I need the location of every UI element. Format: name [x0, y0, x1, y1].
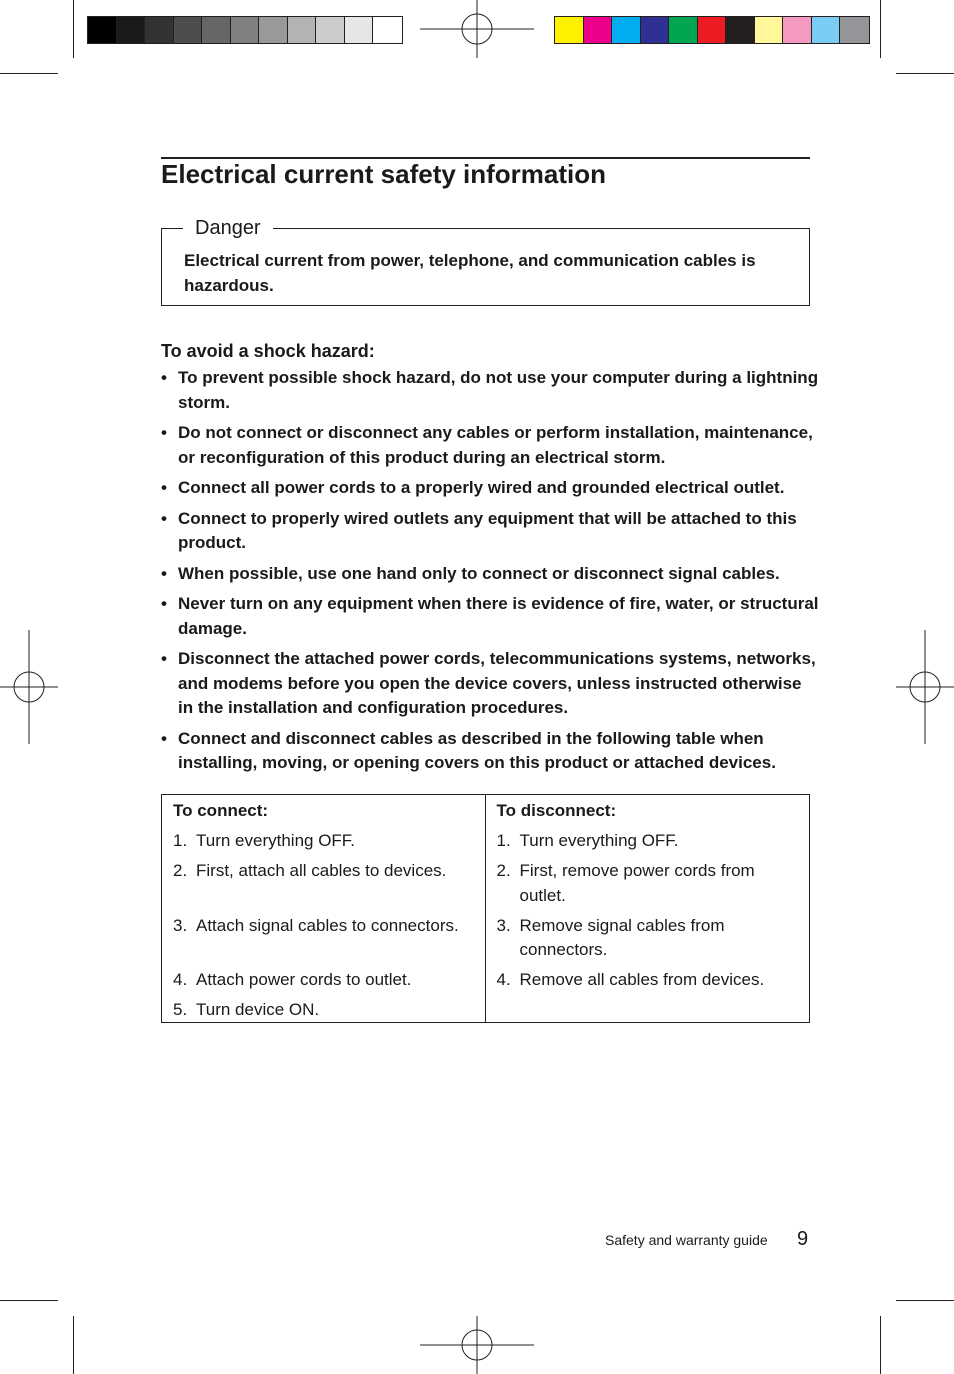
- step-number: 1.: [496, 831, 511, 850]
- list-item: [161, 647, 821, 721]
- step-text: Attach signal cables to connectors.: [196, 915, 459, 935]
- step-text: Remove signal cables from connectors.: [519, 915, 725, 959]
- registration-mark-top: [420, 0, 534, 58]
- list-item-text: To prevent possible shock hazard, do not use your computer during a lightning storm.: [178, 368, 819, 412]
- connect-step: [173, 829, 475, 854]
- color-swatch: [783, 17, 812, 43]
- gray-swatch: [174, 17, 203, 43]
- gray-swatch: [373, 17, 402, 43]
- list-item-text: When possible, use one hand only to connect or disconnect signal cables.: [178, 563, 780, 583]
- step-text: Turn everything OFF.: [519, 831, 679, 850]
- gray-swatch: [202, 17, 231, 43]
- bullet-icon: •: [161, 368, 167, 387]
- footer-guide-name: Safety and warranty guide: [605, 1232, 768, 1248]
- list-item: [161, 727, 821, 776]
- step-text: Turn device ON.: [196, 1000, 320, 1019]
- gray-swatch: [259, 17, 288, 43]
- step-text: Attach power cords to outlet.: [196, 970, 412, 989]
- list-item: [161, 366, 821, 415]
- connect-heading: To connect:: [173, 801, 269, 820]
- bullet-icon: •: [161, 649, 167, 668]
- process-color-bar: [554, 16, 870, 44]
- color-swatch: [584, 17, 613, 43]
- disconnect-column: [486, 795, 810, 1022]
- connect-step: [173, 998, 475, 1023]
- gray-swatch: [288, 17, 317, 43]
- disconnect-step: [497, 829, 800, 854]
- gray-swatch: [88, 17, 117, 43]
- danger-text: Electrical current from power, telephone, and communication cables is hazardous.: [184, 251, 756, 295]
- gray-swatch: [231, 17, 260, 43]
- color-swatch: [812, 17, 841, 43]
- list-item: [161, 507, 821, 556]
- color-swatch: [698, 17, 727, 43]
- connect-step: [173, 859, 475, 908]
- step-text: Remove all cables from devices.: [519, 970, 765, 989]
- step-number: 4.: [496, 970, 511, 989]
- color-swatch: [840, 17, 869, 43]
- list-item: [161, 476, 821, 501]
- list-item-text: Never turn on any equipment when there is evidence of fire, water, or structural damage.: [178, 594, 819, 638]
- list-item-text: Connect to properly wired outlets any equipment that will be attached to this product.: [178, 508, 797, 552]
- color-swatch: [755, 17, 784, 43]
- shock-hazard-heading: To avoid a shock hazard:: [161, 341, 375, 361]
- disconnect-step: [497, 968, 800, 993]
- step-number: 4.: [173, 970, 188, 989]
- list-item: [161, 592, 821, 641]
- step-number: 5.: [173, 1000, 188, 1019]
- connect-column: [162, 795, 486, 1022]
- gray-swatch: [117, 17, 146, 43]
- gray-swatch: [145, 17, 174, 43]
- grayscale-color-bar: [87, 16, 403, 44]
- list-item-text: Disconnect the attached power cords, telecommunications systems, networks, and modems before you open the device covers, unless instructed otherwise in the installation and configuration procedures.: [178, 649, 816, 717]
- bullet-icon: •: [161, 728, 167, 748]
- bullet-icon: •: [161, 508, 167, 528]
- bullet-icon: •: [161, 423, 167, 442]
- gray-swatch: [345, 17, 374, 43]
- connect-disconnect-table: [161, 794, 810, 1023]
- list-item: [161, 421, 821, 470]
- step-number: 3.: [496, 915, 511, 935]
- list-item-text: Connect and disconnect cables as described in the following table when installing, moving, or opening covers on this product or attached devices.: [178, 728, 776, 772]
- connect-step: [173, 914, 475, 963]
- list-item-text: Do not connect or disconnect any cables or perform installation, maintenance, or reconfiguration of this product during an electrical storm.: [178, 423, 813, 467]
- step-text: First, remove power cords from outlet.: [519, 861, 755, 905]
- color-swatch: [726, 17, 755, 43]
- disconnect-step: [497, 914, 800, 963]
- page-title: Electrical current safety information: [161, 159, 607, 189]
- gray-swatch: [316, 17, 345, 43]
- step-number: 2.: [496, 861, 511, 880]
- danger-label: Danger: [183, 216, 273, 240]
- disconnect-heading: To disconnect:: [496, 801, 617, 820]
- step-number: 2.: [173, 861, 188, 880]
- step-number: 1.: [173, 831, 188, 850]
- step-text: Turn everything OFF.: [196, 831, 356, 850]
- registration-mark-bottom: [420, 1316, 534, 1374]
- page-number: 9: [797, 1228, 809, 1250]
- shock-hazard-list: [161, 366, 821, 782]
- connect-step: [173, 968, 475, 993]
- bullet-icon: •: [161, 478, 167, 497]
- registration-mark-left: [0, 630, 58, 744]
- bullet-icon: •: [161, 594, 167, 613]
- color-swatch: [555, 17, 584, 43]
- registration-mark-right: [896, 630, 954, 744]
- list-item-text: Connect all power cords to a properly wired and grounded electrical outlet.: [178, 478, 785, 497]
- disconnect-step: [497, 859, 800, 908]
- step-number: 3.: [173, 915, 188, 935]
- list-item: [161, 562, 821, 587]
- color-swatch: [612, 17, 641, 43]
- color-swatch: [669, 17, 698, 43]
- step-text: First, attach all cables to devices.: [196, 861, 447, 880]
- bullet-icon: •: [161, 563, 167, 583]
- color-swatch: [641, 17, 670, 43]
